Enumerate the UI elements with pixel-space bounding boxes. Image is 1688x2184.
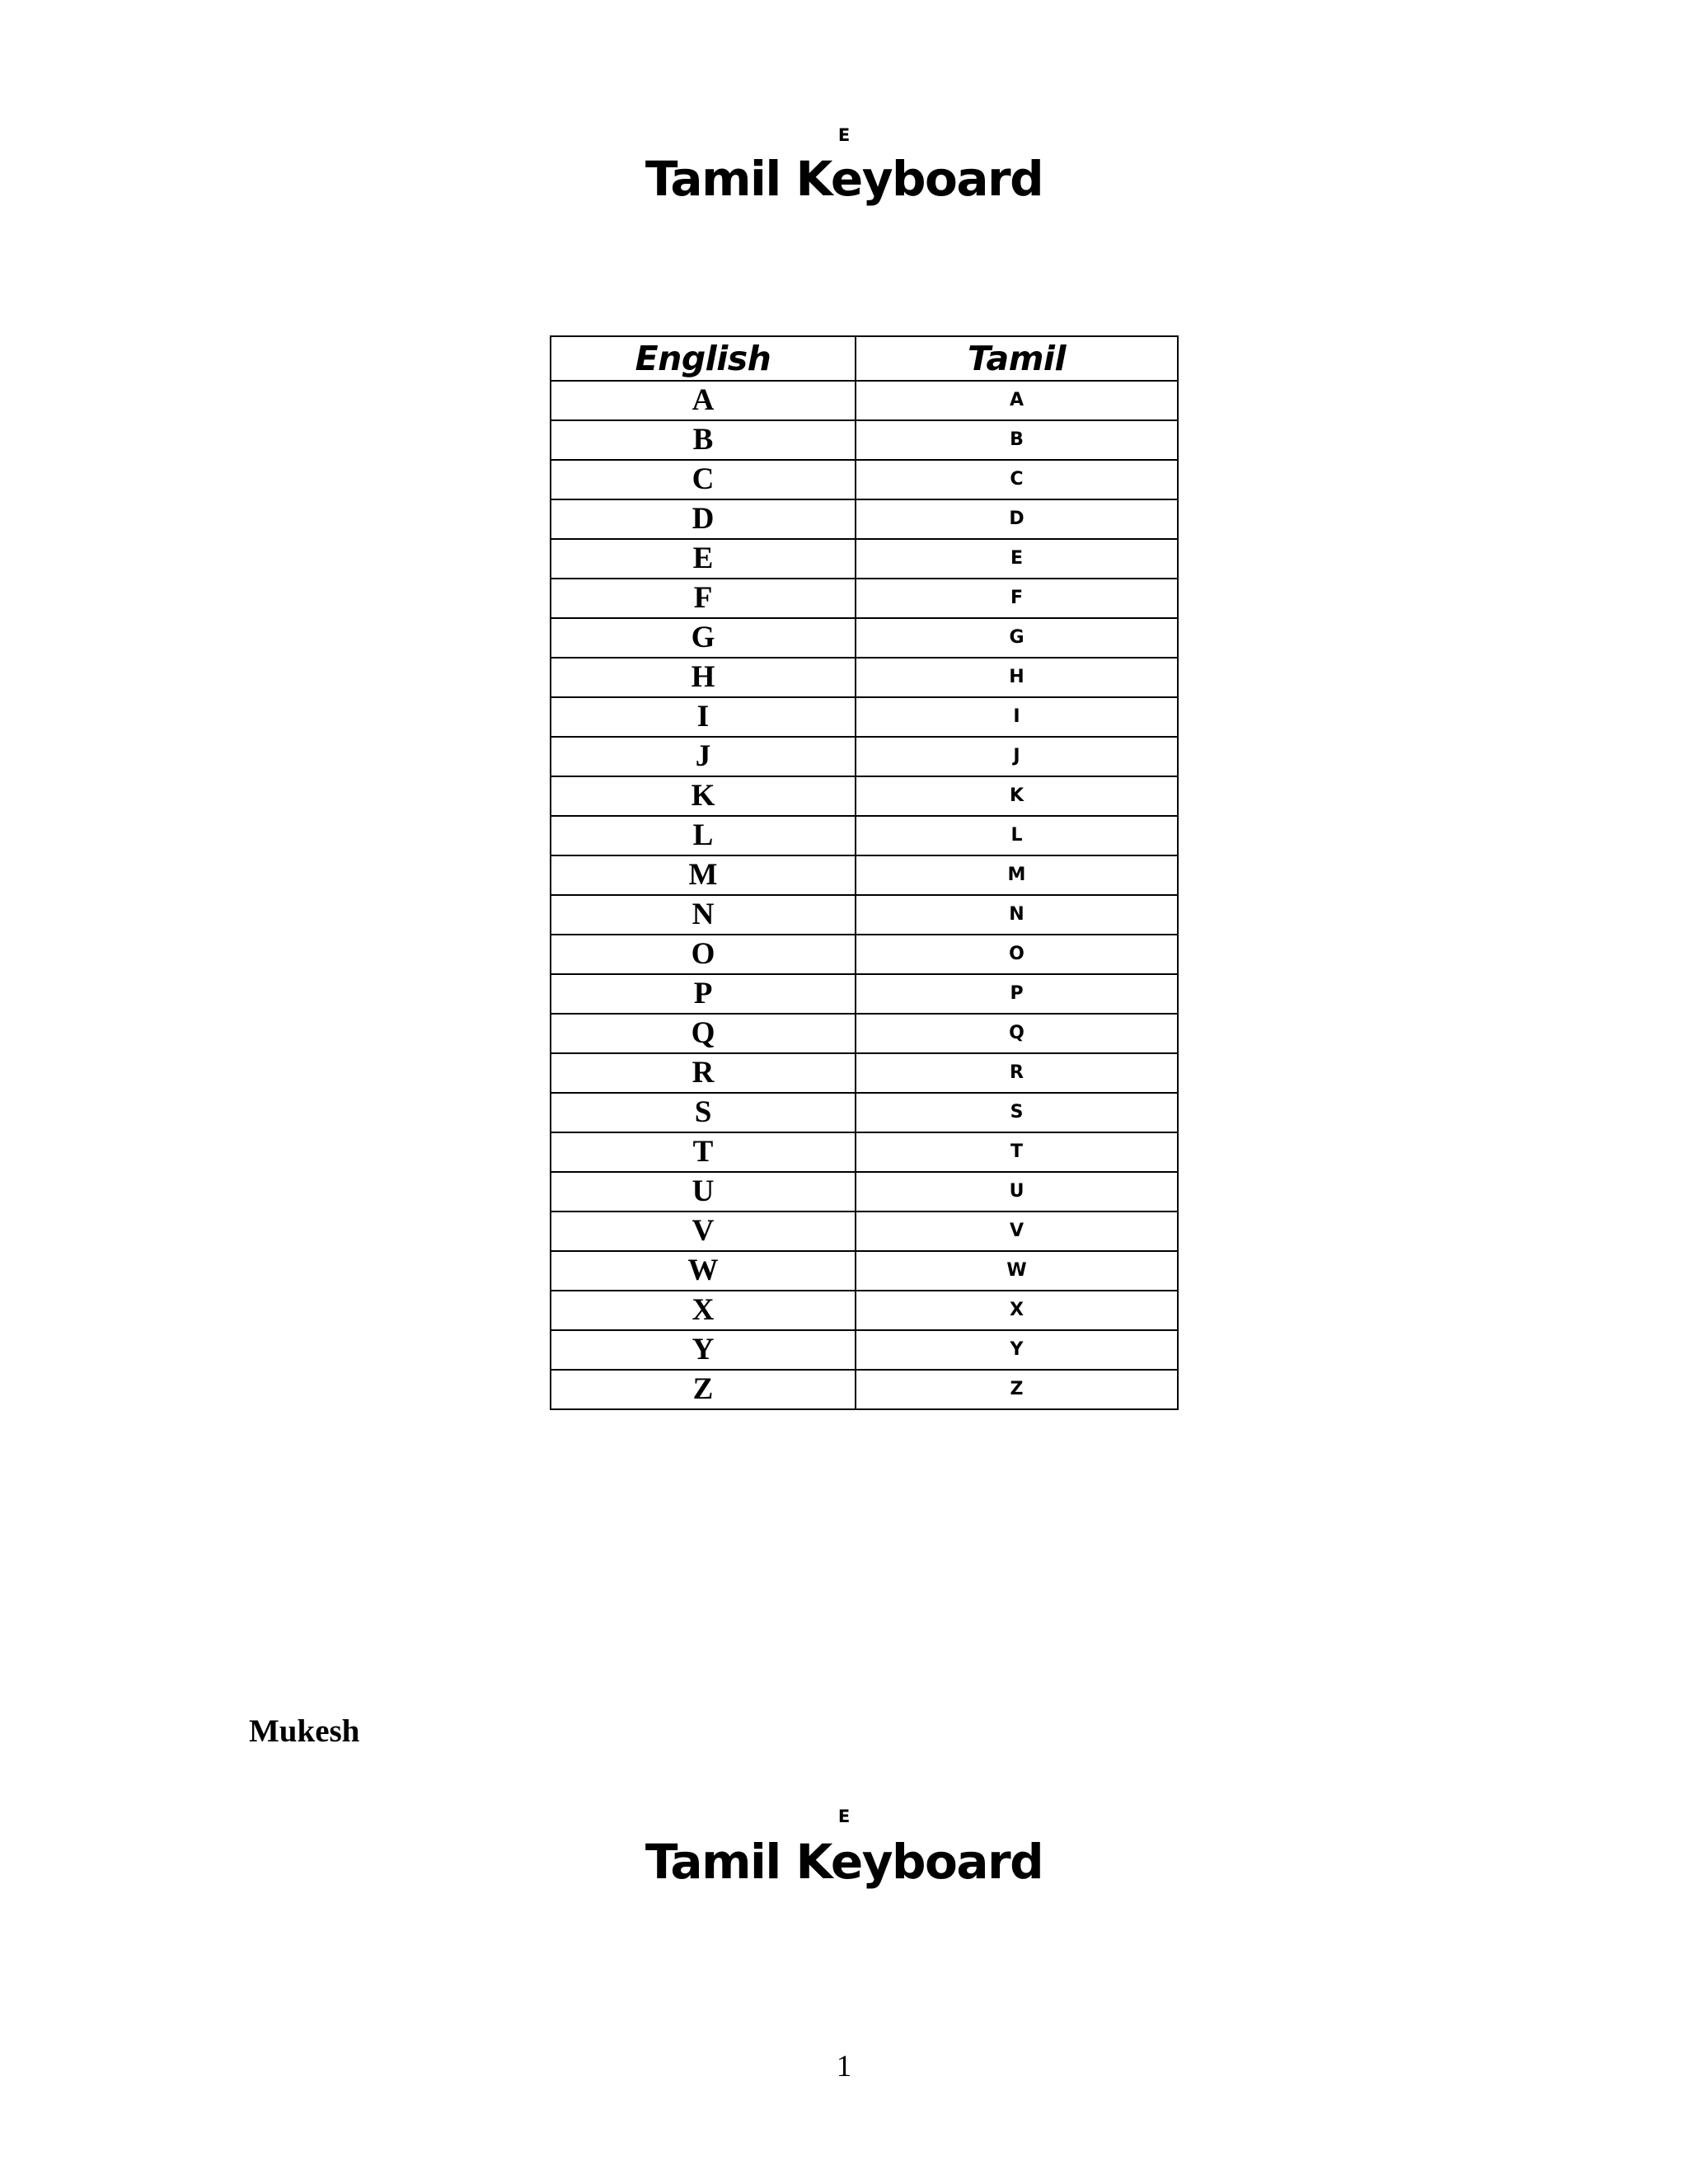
table-row	[551, 1370, 1178, 1409]
tamil-key-cell: S	[856, 1093, 1178, 1132]
english-key-cell: B	[551, 420, 856, 460]
english-key-cell: C	[551, 460, 856, 499]
second-page-title: Tamil Keyboard	[645, 1834, 1043, 1890]
table-row	[551, 420, 1178, 460]
tamil-key-cell: O	[856, 935, 1178, 974]
english-key-cell: U	[551, 1172, 856, 1212]
english-key-cell: S	[551, 1093, 856, 1132]
table-row	[551, 539, 1178, 579]
tamil-key-cell: T	[856, 1132, 1178, 1172]
header-mark: E	[837, 125, 851, 145]
column-header-tamil: Tamil	[856, 336, 1178, 381]
tamil-key-cell: I	[856, 697, 1178, 737]
tamil-key-cell: M	[856, 855, 1178, 895]
tamil-key-cell: J	[856, 737, 1178, 776]
tamil-key-cell: V	[856, 1212, 1178, 1251]
english-key-cell: H	[551, 658, 856, 697]
tamil-key-cell: U	[856, 1172, 1178, 1212]
tamil-key-cell: G	[856, 618, 1178, 658]
table-row	[551, 1053, 1178, 1093]
tamil-key-cell: A	[856, 381, 1178, 420]
english-key-cell: I	[551, 697, 856, 737]
tamil-key-cell: X	[856, 1291, 1178, 1330]
english-key-cell: T	[551, 1132, 856, 1172]
tamil-key-cell: N	[856, 895, 1178, 935]
table-row	[551, 1291, 1178, 1330]
table-row	[551, 618, 1178, 658]
table-row	[551, 658, 1178, 697]
tamil-key-cell: R	[856, 1053, 1178, 1093]
table-header-row	[551, 336, 1178, 381]
table-row	[551, 935, 1178, 974]
keyboard-mapping-table	[550, 335, 1179, 1410]
author-name: Mukesh	[249, 1713, 360, 1749]
tamil-key-cell: L	[856, 816, 1178, 855]
tamil-key-cell: K	[856, 776, 1178, 816]
english-key-cell: K	[551, 776, 856, 816]
table-row	[551, 1014, 1178, 1053]
english-key-cell: Y	[551, 1330, 856, 1370]
table-row	[551, 1093, 1178, 1132]
english-key-cell: J	[551, 737, 856, 776]
tamil-key-cell: B	[856, 420, 1178, 460]
tamil-key-cell: C	[856, 460, 1178, 499]
english-key-cell: O	[551, 935, 856, 974]
tamil-key-cell: P	[856, 974, 1178, 1014]
page-title: Tamil Keyboard	[645, 151, 1043, 207]
english-key-cell: M	[551, 855, 856, 895]
page-number: 1	[836, 2050, 852, 2083]
table-row	[551, 855, 1178, 895]
table-row	[551, 1212, 1178, 1251]
english-key-cell: P	[551, 974, 856, 1014]
tamil-key-cell: E	[856, 539, 1178, 579]
tamil-key-cell: H	[856, 658, 1178, 697]
table-row	[551, 460, 1178, 499]
tamil-key-cell: Z	[856, 1370, 1178, 1409]
table-body	[551, 381, 1178, 1409]
table-row	[551, 895, 1178, 935]
table-row	[551, 737, 1178, 776]
english-key-cell: Z	[551, 1370, 856, 1409]
column-header-english: English	[551, 336, 856, 381]
english-key-cell: N	[551, 895, 856, 935]
english-key-cell: R	[551, 1053, 856, 1093]
tamil-key-cell: Y	[856, 1330, 1178, 1370]
table-row	[551, 974, 1178, 1014]
english-key-cell: Q	[551, 1014, 856, 1053]
table-row	[551, 697, 1178, 737]
table-row	[551, 1132, 1178, 1172]
table-row	[551, 1330, 1178, 1370]
table-row	[551, 381, 1178, 420]
second-header-mark: E	[837, 1807, 851, 1826]
table-row	[551, 499, 1178, 539]
tamil-key-cell: W	[856, 1251, 1178, 1291]
english-key-cell: G	[551, 618, 856, 658]
table-row	[551, 579, 1178, 618]
table-row	[551, 1172, 1178, 1212]
english-key-cell: A	[551, 381, 856, 420]
tamil-key-cell: F	[856, 579, 1178, 618]
english-key-cell: X	[551, 1291, 856, 1330]
english-key-cell: D	[551, 499, 856, 539]
english-key-cell: L	[551, 816, 856, 855]
table-row	[551, 1251, 1178, 1291]
table-row	[551, 816, 1178, 855]
table-row	[551, 776, 1178, 816]
english-key-cell: F	[551, 579, 856, 618]
english-key-cell: E	[551, 539, 856, 579]
english-key-cell: W	[551, 1251, 856, 1291]
tamil-key-cell: D	[856, 499, 1178, 539]
english-key-cell: V	[551, 1212, 856, 1251]
tamil-key-cell: Q	[856, 1014, 1178, 1053]
